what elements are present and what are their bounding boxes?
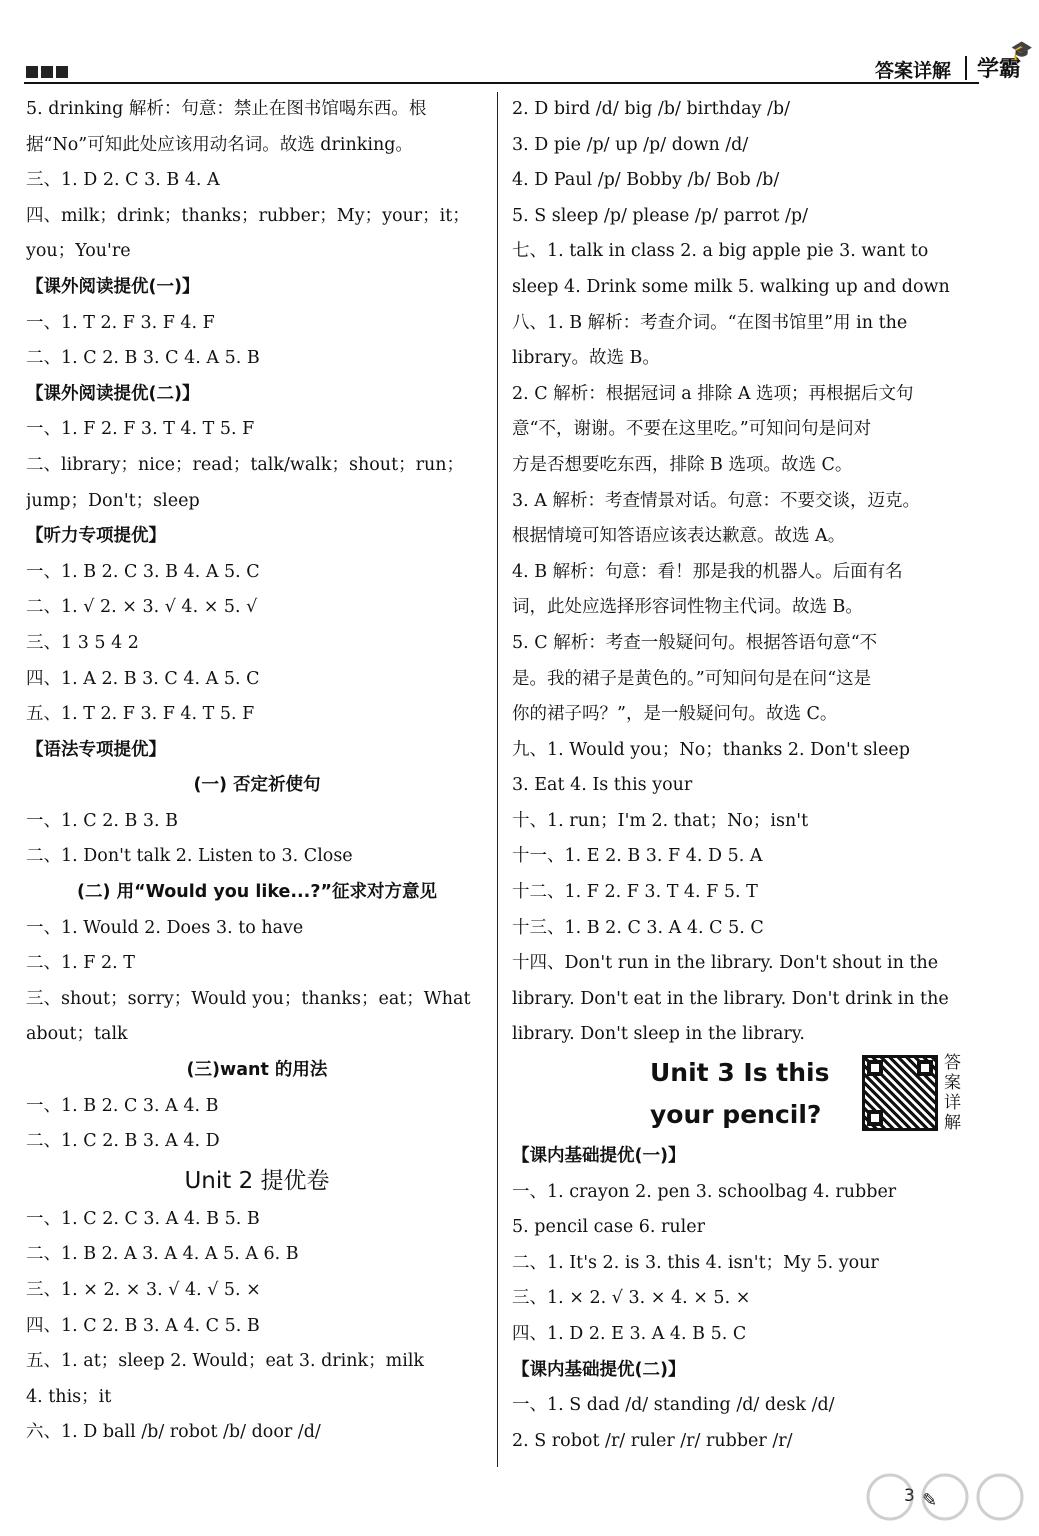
answer-line: 四、1. A 2. B 3. C 4. A 5. C [26, 668, 260, 689]
answer-line: 三、shout；sorry；Would you；thanks；eat；What [26, 988, 471, 1009]
answer-line: 一、1. C 2. B 3. B [26, 810, 179, 831]
answer-line: sleep 4. Drink some milk 5. walking up and down [512, 276, 950, 297]
answer-line: 二、1. C 2. B 3. A 4. D [26, 1131, 220, 1152]
answer-line: 二、1. It's 2. is 3. this 4. isn't；My 5. your [512, 1252, 879, 1273]
header-title: 答案详解 [874, 60, 951, 82]
answer-line: 二、1. C 2. B 3. C 4. A 5. B [26, 348, 260, 369]
answer-line: 4. this；it [26, 1386, 112, 1407]
answer-line: 十一、1. E 2. B 3. F 4. D 5. A [512, 846, 763, 867]
answer-line: 是。我的裙子是黄色的。”可知问句是在问“这是 [512, 668, 872, 689]
left-column [26, 92, 488, 1451]
answer-line: 3. D pie /p/ up /p/ down /d/ [512, 134, 749, 155]
answer-line: 一、1. S dad /d/ standing /d/ desk /d/ [512, 1395, 835, 1416]
answer-line: 十二、1. F 2. F 3. T 4. F 5. T [512, 882, 758, 903]
subsection-heading: (三)want 的用法 [186, 1060, 328, 1081]
header-brand-logo: 学霸 [976, 57, 1021, 82]
pencil-icon: ✎ [922, 1490, 938, 1511]
answer-line: 五、1. at；sleep 2. Would；eat 3. drink；milk [26, 1351, 425, 1372]
answer-line: 5. S sleep /p/ please /p/ parrot /p/ [512, 205, 808, 226]
answer-line: 5. C 解析：考查一般疑问句。根据答语句意“不 [512, 632, 878, 653]
answer-line: 四、1. D 2. E 3. A 4. B 5. C [512, 1324, 747, 1344]
answer-line: 三、1. × 2. √ 3. × 4. × 5. × [512, 1288, 751, 1309]
answer-line: 一、1. Would 2. Does 3. to have [26, 917, 304, 938]
answer-line: 方是否想要吃东西，排除 B 选项。故选 C。 [512, 454, 853, 475]
header-rule [24, 82, 979, 84]
answer-line: 据“No”可知此处应该用动名词。故选 drinking。 [26, 134, 413, 155]
answer-line: 六、1. D ball /b/ robot /b/ door /d/ [26, 1422, 321, 1443]
section-heading: 【课内基础提优(二)】 [512, 1359, 686, 1380]
answer-line: 根据情境可知答语应该表达歉意。故选 A。 [512, 526, 846, 547]
watermark-logo [860, 1462, 1030, 1532]
answer-line: 二、1. B 2. A 3. A 4. A 5. A 6. B [26, 1244, 299, 1265]
answer-line: 四、milk；drink；thanks；rubber；My；your；it； [26, 205, 470, 226]
header-decoration [26, 66, 68, 78]
answer-line: 你的裙子吗？”，是一般疑问句。故选 C。 [512, 704, 838, 725]
column-divider [497, 92, 498, 1467]
answer-line: 三、1 3 5 4 2 [26, 632, 139, 653]
answer-line: 七、1. talk in class 2. a big apple pie 3. want to [512, 241, 929, 262]
answer-line: library。故选 B。 [512, 348, 660, 369]
right-column-bottom [512, 1139, 978, 1459]
answer-line: jump；Don't；sleep [26, 490, 200, 511]
page-number: 3 [904, 1486, 915, 1506]
unit3-heading-block [512, 1053, 978, 1139]
unit3-title-line1: Unit 3 Is this [650, 1058, 830, 1088]
unit-heading: Unit 2 提优卷 [184, 1167, 330, 1194]
answer-line: 二、library；nice；read；talk/walk；shout；run； [26, 454, 465, 475]
answer-line: 二、1. √ 2. × 3. √ 4. × 5. √ [26, 597, 258, 618]
answer-line: 二、1. F 2. T [26, 953, 135, 974]
answer-line: 意“不，谢谢。不要在这里吃。”可知问句是问对 [512, 419, 872, 440]
answer-line: 四、1. C 2. B 3. A 4. C 5. B [26, 1315, 260, 1336]
answer-line: library. Don't sleep in the library. [512, 1024, 805, 1045]
answer-line: 5. pencil case 6. ruler [512, 1217, 705, 1238]
answer-line: 一、1. B 2. C 3. A 4. B [26, 1095, 219, 1116]
qr-code-icon [862, 1055, 938, 1131]
section-heading: 【课外阅读提优(一)】 [26, 276, 200, 297]
section-heading: 【课内基础提优(一)】 [512, 1146, 686, 1167]
section-heading: 【听力专项提优】 [26, 526, 166, 547]
answer-line: 十三、1. B 2. C 3. A 4. C 5. C [512, 917, 764, 938]
answer-line: you；You're [26, 241, 131, 262]
header-separator [965, 56, 967, 80]
section-heading: 【语法专项提优】 [26, 739, 166, 760]
answer-line: 2. S robot /r/ ruler /r/ rubber /r/ [512, 1430, 793, 1451]
section-heading: 【课外阅读提优(二)】 [26, 383, 200, 404]
answer-line: about；talk [26, 1024, 128, 1045]
answer-line: 3. A 解析：考查情景对话。句意：不要交谈，迈克。 [512, 490, 920, 511]
answer-line: 3. Eat 4. Is this your [512, 775, 693, 796]
answer-line: 5. drinking 解析：句意：禁止在图书馆喝东西。根 [26, 99, 427, 119]
unit3-title-line2: your pencil? [650, 1100, 822, 1130]
answer-line: 二、1. Don't talk 2. Listen to 3. Close [26, 846, 353, 867]
answer-line: 2. D bird /d/ big /b/ birthday /b/ [512, 99, 791, 119]
answer-line: 十、1. run；I'm 2. that；No；isn't [512, 810, 809, 831]
answer-line: 九、1. Would you；No；thanks 2. Don't sleep [512, 739, 910, 760]
qr-label: 答案详解 [944, 1053, 961, 1134]
answer-line: 三、1. × 2. × 3. √ 4. √ 5. × [26, 1280, 261, 1300]
answer-line: 一、1. B 2. C 3. B 4. A 5. C [26, 561, 260, 582]
answer-line: 一、1. F 2. F 3. T 4. T 5. F [26, 419, 255, 440]
answer-line: 4. D Paul /p/ Bobby /b/ Bob /b/ [512, 170, 780, 191]
right-column-top [512, 92, 978, 1053]
answer-line: 4. B 解析：句意：看！那是我的机器人。后面有名 [512, 561, 903, 582]
answer-line: 八、1. B 解析：考查介词。“在图书馆里”用 in the [512, 312, 908, 333]
page-header [0, 0, 1039, 90]
subsection-heading: (二) 用“Would you like...?”征求对方意见 [77, 882, 437, 903]
answer-line: 十四、Don't run in the library. Don't shout in the [512, 953, 939, 974]
answer-line: library. Don't eat in the library. Don't drink in the [512, 988, 949, 1009]
subsection-heading: (一) 否定祈使句 [193, 775, 321, 796]
answer-line: 一、1. crayon 2. pen 3. schoolbag 4. rubber [512, 1181, 897, 1202]
answer-line: 三、1. D 2. C 3. B 4. A [26, 170, 220, 191]
answer-line: 2. C 解析：根据冠词 a 排除 A 选项；再根据后文句 [512, 383, 914, 404]
graduation-cap-icon: 🎓 [1010, 40, 1033, 61]
answer-line: 五、1. T 2. F 3. F 4. T 5. F [26, 704, 255, 725]
answer-line: 词，此处应选择形容词性物主代词。故选 B。 [512, 597, 863, 618]
answer-line: 一、1. T 2. F 3. F 4. F [26, 312, 215, 333]
right-column [512, 92, 978, 1459]
answer-line: 一、1. C 2. C 3. A 4. B 5. B [26, 1208, 260, 1229]
